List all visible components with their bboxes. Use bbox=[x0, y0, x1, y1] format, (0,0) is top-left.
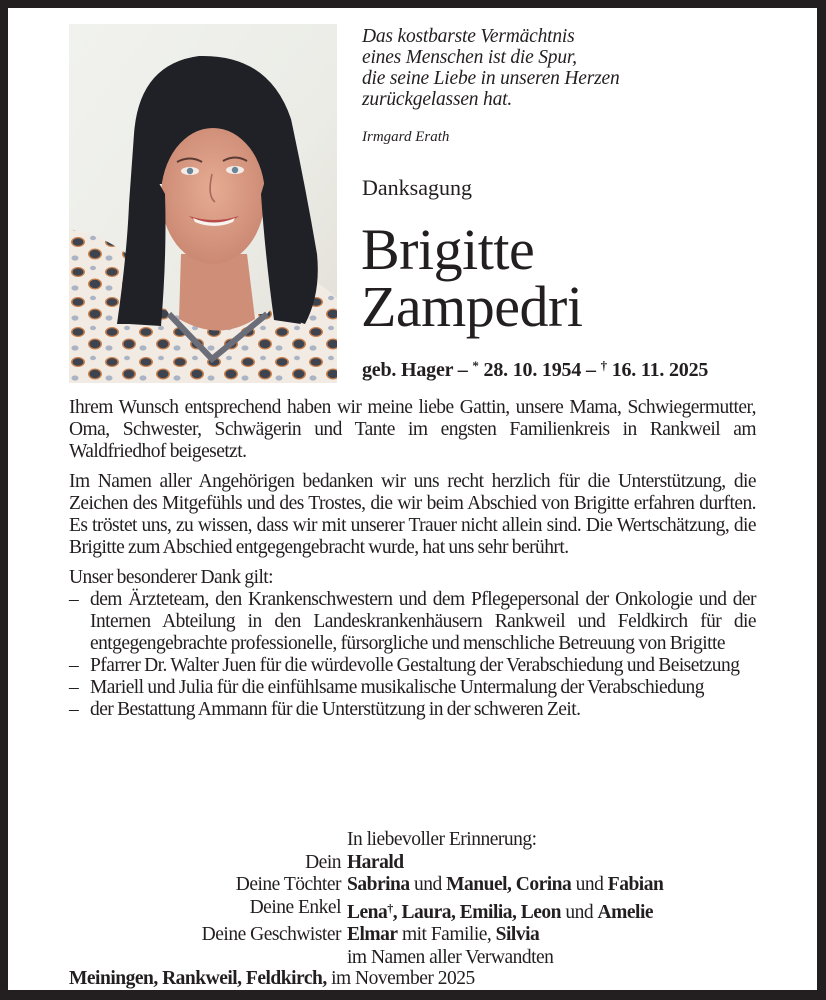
signature-block bbox=[69, 829, 769, 969]
relation-label: Deine Töchter bbox=[235, 874, 341, 895]
family-names: Lena†, Laura, Emilia, Leon und Amelie bbox=[347, 900, 654, 923]
relation-label: Deine Enkel bbox=[249, 896, 341, 918]
quote-author: Irmgard Erath bbox=[362, 129, 450, 145]
family-names: Harald bbox=[347, 851, 404, 873]
signature-outro-row bbox=[69, 947, 769, 970]
thanks-item: – Mariell und Julia für die einfühlsame musikalische Untermalung der Verabschiedung bbox=[69, 677, 756, 699]
family-names: Elmar mit Familie, Silvia bbox=[347, 924, 540, 945]
birth-date: 28. 10. 1954 bbox=[483, 359, 582, 381]
separator: – bbox=[457, 359, 468, 381]
thanks-intro: Unser besonderer Dank gilt: bbox=[69, 567, 274, 588]
notice-heading: Danksagung bbox=[362, 175, 472, 200]
signature-row bbox=[69, 874, 769, 897]
thanks-list bbox=[69, 589, 756, 721]
dagger-icon: † bbox=[387, 900, 393, 915]
birth-star-icon: * bbox=[472, 358, 479, 373]
death-date: 16. 11. 2025 bbox=[611, 359, 709, 381]
deceased-name bbox=[361, 217, 583, 339]
portrait-photo bbox=[69, 24, 337, 383]
memorial-quote bbox=[362, 26, 802, 110]
quote-line: eines Menschen ist die Spur, bbox=[362, 47, 577, 68]
thanks-item: – dem Ärzteteam, den Krankenschwestern und dem Pflegepersonal der Onkologie und der Internen Abteilung in den Landeskrankenhäusern Rankweil und Feldkirch für die entgegengebrachte professionelle, fürsorgliche und menschliche Betreuung von Brigitte bbox=[69, 589, 756, 655]
relation-label: Deine Geschwister bbox=[201, 924, 341, 945]
death-dagger-icon: † bbox=[600, 358, 607, 373]
paragraph-burial: Ihrem Wunsch entsprechend haben wir meine liebe Gattin, unsere Mama, Schwiegermutter, Oma, Schwester, Schwägerin und Tante im engsten Familienkreis in Rankweil am Waldfriedhof beigesetzt. bbox=[69, 397, 756, 462]
last-name: Zampedri bbox=[361, 274, 583, 339]
signature-row bbox=[69, 924, 769, 947]
portrait-illustration bbox=[69, 24, 337, 383]
notice-body bbox=[69, 397, 756, 721]
signature-intro-row bbox=[69, 829, 769, 852]
quote-line: zurückgelassen hat. bbox=[362, 89, 513, 110]
signature-intro: In liebevoller Erinnerung: bbox=[347, 829, 537, 850]
relation-label: Dein bbox=[305, 851, 341, 873]
place-and-date bbox=[69, 968, 475, 990]
separator: – bbox=[585, 359, 596, 381]
quote-line: Das kostbarste Vermächtnis bbox=[362, 26, 575, 47]
life-dates bbox=[362, 358, 708, 382]
thanks-item: – der Bestattung Ammann für die Unterstützung in der schweren Zeit. bbox=[69, 699, 756, 721]
signature-outro: im Namen aller Verwandten bbox=[347, 946, 554, 968]
family-names: Sabrina und Manuel, Corina und Fabian bbox=[347, 874, 664, 895]
places: Meiningen, Rankweil, Feldkirch, bbox=[69, 968, 327, 989]
obituary-notice bbox=[8, 8, 817, 990]
paragraph-gratitude: Im Namen aller Angehörigen bedanken wir uns recht herzlich für die Unterstützung, die Zeichen des Mitgefühls und des Trostes, die wir beim Abschied von Brigitte erfahren durften. Es tröstet uns, zu wissen, dass wir mit unserer Trauer nicht allein sind. Die Wertschätzung, die Brigitte zum Abschied entgegengebracht wurde, hat uns sehr berührt. bbox=[69, 471, 756, 558]
signature-row bbox=[69, 852, 769, 875]
date: im November 2025 bbox=[326, 968, 475, 989]
first-name: Brigitte bbox=[361, 217, 535, 282]
quote-line: die seine Liebe in unseren Herzen bbox=[362, 68, 620, 89]
signature-row bbox=[69, 897, 769, 925]
maiden-name: geb. Hager bbox=[362, 359, 453, 381]
thanks-item: – Pfarrer Dr. Walter Juen für die würdevolle Gestaltung der Verabschiedung und Beisetzung bbox=[69, 655, 756, 677]
